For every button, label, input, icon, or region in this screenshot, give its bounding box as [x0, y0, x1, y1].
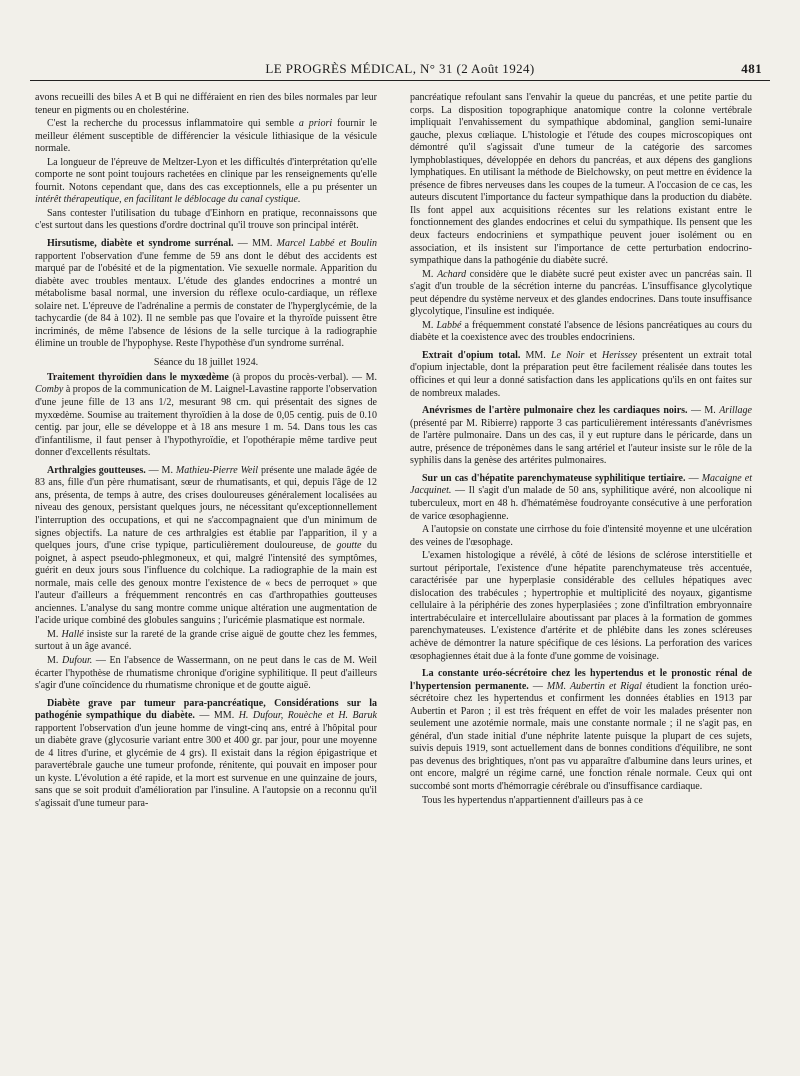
- section-heading: Hirsutisme, diabète et syndrome surrénal.: [47, 238, 234, 250]
- paragraph-arthralgies: Arthralgies goutteuses. — M. Mathieu-Pierre Weil présente une malade âgée de 83 ans, fille d'un père rhumatisant, sœur de rhumatisants, et qui, depuis l'âge de 12 ans, présenta, de temps à autre, des crises douloureuses généralement localisées au niveau des genoux, persistant quelques jours, ne nécessitant qu'exceptionnellement l'interruption des occupations, et qui ne s'accompagnaient que d'un minimum de signes objectifs. La nature de ces arthralgies est établie par l'apparition, il y a quelques jours, d'une crise typique, particulièrement douloureuse, de goutte du poignet, à aspect pseudo-phlegmoneux, et qui, malgré l'intensité des symptômes, guérit en deux jours sous l'influence du colchique. La radiographie de la main est normale, mais celle des genoux montre l'existence de « becs de perroquet » que l'auteur d'ailleurs a fréquemment rencontrés en cas d'arthropathies goutteuses anciennes. L'analyse du sang montre comme unique altération une augmentation de l'acide urique combiné des globules sanguins ; l'uricémie plasmatique est normale.: [35, 464, 378, 627]
- paragraph-opium: Extrait d'opium total. MM. Le Noir et Herissey présentent un extrait total d'opium injectable, dont la préparation peut être facilement réalisée dans toutes les officines et qui leur a donné satisfaction dans les applications qu'ils en ont faites sur de nombreux malades.: [410, 349, 752, 399]
- paragraph: Sans contester l'utilisation du tubage d'Einhorn en pratique, reconnaissons que c'est surtout dans les questions d'ordre doctrinal qu'il trouve son principal intérêt.: [35, 207, 377, 232]
- section-heading: Anévrismes de l'artère pulmonaire chez les cardiaques noirs.: [422, 405, 688, 417]
- paragraph: M. Dufour. — En l'absence de Wassermann, on ne peut dans le cas de M. Weil écarter l'hypothèse de rhumatisme chronique d'origine syphilitique. Il peut d'ailleurs s'agir d'une coïncidence du rhumatisme chronique et de goutte aiguë.: [35, 654, 377, 692]
- section-heading: Traitement thyroïdien dans le myxœdème: [47, 371, 229, 383]
- paragraph-myxoedeme: Traitement thyroïdien dans le myxœdème (à propos du procès-verbal). — M. Comby à propos de la communication de M. Laignel-Lavastine rapporte l'observation d'une jeune fille de 13 ans 1/2, mesurant 98 cm. qui présentait des signes de myxœdème. Soumise au traitement thyroïdien à la dose de 0,05 centig. puis de 0.10 centig. par jour, elle se développe et à 18 ans mesure 1 m. 54. Dans tous les cas d'infantilisme, il faut penser à l'hypothyroïdie, et l'opothérapie même tardive peut donner d'excellents résultats.: [35, 371, 377, 459]
- paragraph-hepatite: Sur un cas d'hépatite parenchymateuse syphilitique tertiaire. — Macaigne et Jacquinet. — Il s'agit d'un malade de 50 ans, syphilitique avéré, non alcoolique ni tuberculeux, mort en 48 h. d'hématémèse foudroyante consécutive à une perforation de varice œsophagienne.: [410, 472, 753, 522]
- paragraph: C'est la recherche du processus inflammatoire qui semble a priori fournir le meilleur élément susceptible de différencier la vésicule lithiasique de la vésicule normale.: [35, 118, 377, 155]
- paragraph: M. Labbé a fréquemment constaté l'absence de lésions pancréatiques au cours du diabète et la coexistence avec des troubles endocriniens.: [410, 319, 752, 344]
- paragraph: pancréatique refoulant sans l'envahir la queue du pancréas, et une petite partie du corps. La disposition topographique anatomique contre la colonne vertébrale impliquait l'envahissement du sympathique abdominal, ganglion semi-lunaire gauche, plexus cœliaque. L'histologie et l'étude des coupes microscopiques ont démontré qu'il s'agissait d'une tumeur de la catégorie des sarcomes lymphoblastiques, développée en dehors du pancréas, et aux dépens des ganglions lymphatiques. En utilisant la méthode de Bielchowsky, on peut mettre en évidence la présence de fibres nerveuses dans les coupes de la tumeur. A l'occasion de ce cas, les auteurs discutent l'importance du facteur sympathique dans la production du diabète. Ils font appel aux acquisitions récentes sur les relations existant entre le fonctionnement des glandes endocrines et celui du sympathique. Ils pensent que les deux facteurs endocriniens et sympathique peuvent jouer isolément ou en association, et ils insistent sur l'importance de cette perturbation endocrino-sympathique dans la pathogénie du diabète sucré.: [410, 92, 752, 267]
- left-column: [35, 92, 377, 812]
- paragraph: Tous les hypertendus n'appartiennent d'ailleurs pas à ce: [422, 794, 643, 806]
- paragraph: La longueur de l'épreuve de Meltzer-Lyon et les difficultés d'interprétation qu'elle comporte ne sont point toujours rachetées en clinique par les renseignements qu'elle fournit. Notons cependant que, dans des cas exceptionnels, elle a pu présenter un intérêt thérapeutique, en facilitant le déblocage du canal cystique.: [35, 156, 377, 206]
- paragraph: avons recueilli des biles A et B qui ne différaient en rien des biles normales par leur teneur en pigments ou en cholestérine.: [35, 92, 377, 116]
- paragraph: M. Achard considère que le diabète sucré peut exister avec un pancréas sain. Il s'agit d'un trouble de la sécrétion interne du pancréas. L'insuffisance glycolytique peut dépendre du système nerveux et des glandes endocrines. Dans toute insuffisance glycolytique, l'insuline est indiquée.: [410, 268, 752, 318]
- seance-heading: Séance du 18 juillet 1924.: [153, 356, 259, 368]
- paragraph-diabete-grave: Diabète grave par tumeur para-pancréatique, Considérations sur la pathogénie sympathique du diabète. — MM. H. Dufour, Rouèche et H. Baruk rapportent l'observation d'un jeune homme de vingt-cinq ans, entré à l'hôpital pour un diabète grave (glycosurie variant entre 300 et 400 gr. par jour, pour une moyenne de 4 litres d'urine, et glycémie de 4 grs). Il existait dans la région épigastrique et paravertébrale gauche une tumeur profonde, rénitente, qui pouvait en imposer pour un kyste. L'évolution a été rapide, et la mort est survenue en une quinzaine de jours, sans que se soit produit d'amélioration par l'insuline. A l'autopsie on a reconnu qu'il s'agissait d'une tumeur para-: [35, 697, 377, 809]
- right-column: [410, 92, 752, 808]
- section-heading: Diabète grave par tumeur para-pancréatique, Considérations sur la pathogénie sympathique du diabète.: [35, 697, 377, 722]
- paragraph: M. Hallé insiste sur la rareté de la grande crise aiguë de goutte chez les femmes, surtout à un âge avancé.: [35, 628, 377, 653]
- paragraph-constante: La constante uréo-sécrétoire chez les hypertendus et le pronostic rénal de l'hypertension permanente. — MM. Aubertin et Rigal étudient la fonction uréo-sécrétoire chez les hypertendus et confirment les données établies en 1913 par Aubertin et Paron ; il est très fréquent en effet de voir les malades présenter non seulement une azotémie normale, mais une constante normale ; il ne s'agit pas, en général, d'un stade initial d'une néphrite latente puisque la plupart de ces sujets, suivis depuis 1919, sont actuellement dans de bonnes conditions d'équilibre, ne sont pas devenus des brightiques, n'ont pas vu apparaître d'albumine dans leurs urines, et ont encore, malgré un régime carné, une fonction rénale normale. Ceux qui ont succombé sont morts d'hémorragie cérébrale ou d'insuffisance cardiaque.: [410, 668, 753, 792]
- section-heading: La constante uréo-sécrétoire chez les hypertendus et le pronostic rénal de l'hypertension permanente.: [410, 668, 752, 692]
- paragraph: L'examen histologique a révélé, à côté de lésions de sclérose interstitielle et surtout périportale, l'existence d'une hépatite parenchymateuse très accentuée, caractérisée par une hyperplasie considérable des cellules hépatiques avec dislocation des trabécules ; hypertrophie et multiplicité des noyaux, gigantisme cellulaire à la périphérie des zones hyperplasiées ; zone d'infiltration embryonnaire intertrabéculaire et intercellulaire aboutissant par places à la formation de gommes parenchymateuses. L'existence d'artérite et de phlébite dans les zones scléreuses achève de démontrer la nature spécifique de ces lésions. La perforation des varices œsophagiennes était due à la fonte d'une gomme de voisinage.: [410, 550, 752, 662]
- section-heading: Arthralgies goutteuses.: [47, 464, 146, 476]
- section-heading: Sur un cas d'hépatite parenchymateuse syphilitique tertiaire.: [422, 472, 686, 484]
- paragraph-hirsutisme: Hirsutisme, diabète et syndrome surrénal. — MM. Marcel Labbé et Boulin rapportent l'observation d'une femme de 59 ans dont le début des accidents est marqué par de l'obésité et de la pigmentation. Vie sexuelle normale. Apparition du diabète avec troubles mentaux. L'étude des glandes endocrines a montré un métabolisme basal normal, une inversion du réflexe oculo-cardiaque, un réflexe solaire net. L'épreuve de l'adrénaline a permis de constater de l'hyperglycémie, de la tachycardie (de 84 à 102). Il ne semble pas que l'ovaire et la thyroïde puissent être incriminés, de même l'absence de lésions de la selle turcique à la radiographie élimine un trouble de l'hypophyse. Reste l'hypothèse d'un syndrome surrénal.: [35, 238, 377, 350]
- page-number: 481: [741, 61, 762, 76]
- paragraph-anevrismes: Anévrismes de l'artère pulmonaire chez les cardiaques noirs. — M. Arillage (présenté par M. Ribierre) rapporte 3 cas particulièrement intéressants d'anévrismes de l'artère pulmonaire. Dans un des cas, il y eut rupture dans le péricarde, dans un autre, présence de tréponèmes dans le sang artériel et l'auteur insiste sur le rôle de la syphilis dans la genèse des artérites pulmonaires.: [410, 405, 752, 467]
- running-header: [30, 58, 770, 81]
- journal-title: LE PROGRÈS MÉDICAL, N° 31 (2 Août 1924): [265, 61, 535, 76]
- paragraph: A l'autopsie on constate une cirrhose du foie d'intensité moyenne et une ulcération des veines de l'œsophage.: [410, 524, 752, 548]
- section-heading: Extrait d'opium total.: [422, 349, 521, 361]
